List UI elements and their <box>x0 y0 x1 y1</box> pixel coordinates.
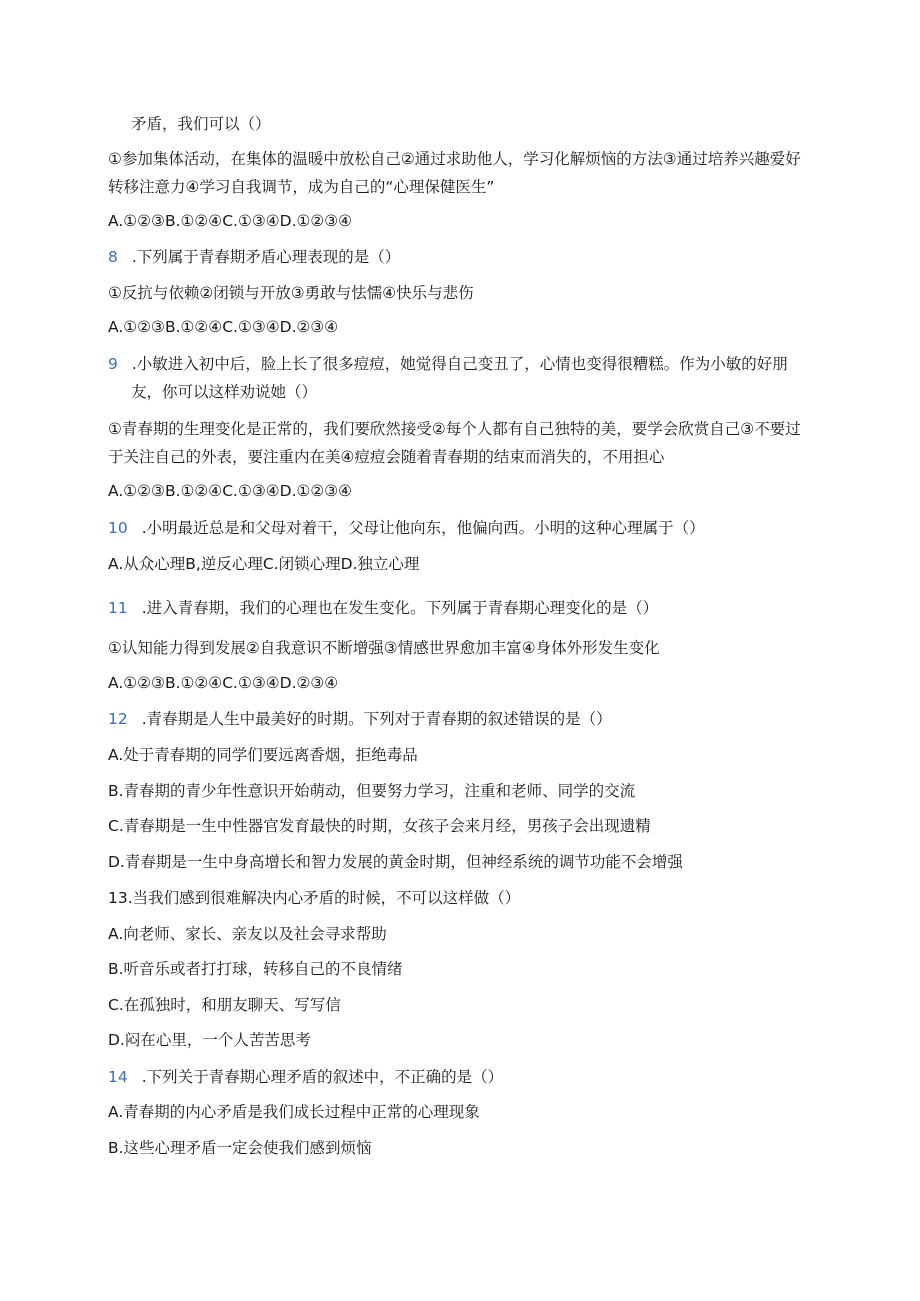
q12-option-b: B.青春期的青少年性意识开始萌动，但要努力学习，注重和老师、同学的交流 <box>108 782 636 800</box>
q12-option-d: D.青春期是一生中身高增长和智力发展的黄金时期，但神经系统的调节功能不会增强 <box>108 853 683 871</box>
q9-question <box>108 353 788 375</box>
q9-stem-line1: .小敏进入初中后，脸上长了很多痘痘，她觉得自己变丑了，心情也变得很糟糕。作为小敏的好朋 <box>131 355 788 373</box>
q8-number: 8 <box>108 248 118 266</box>
q10-stem: .小明最近总是和父母对着干，父母让他向东，他偏向西。小明的这种心理属于（） <box>141 519 705 537</box>
q14-option-a: A.青春期的内心矛盾是我们成长过程中正常的心理现象 <box>108 1103 480 1121</box>
q13-option-d: D.闷在心里，一个人苦苦思考 <box>108 1031 311 1049</box>
q9-options-line1: ①青春期的生理变化是正常的，我们要欣然接受②每个人都有自己独特的美，要学会欣赏自己③不要过 <box>108 420 801 438</box>
q8-answer-choices: A.①②③B.①②④C.①③④D.②③④ <box>108 318 339 336</box>
q12-option-c: C.青春期是一生中性器官发育最快的时期，女孩子会来月经，男孩子会出现遗精 <box>108 817 651 835</box>
q7-stem-continuation: 矛盾，我们可以（） <box>131 115 271 133</box>
q7-options-line1: ①参加集体活动，在集体的温暖中放松自己②通过求助他人，学习化解烦恼的方法③通过培养兴趣爱好 <box>108 150 801 168</box>
q9-options-line2: 于关注自己的外表，要注重内在美④痘痘会随着青春期的结束而消失的，不用担心 <box>108 448 665 466</box>
q9-answer-choices: A.①②③B.①②④C.①③④D.①②③④ <box>108 482 353 500</box>
q13-stem: .当我们感到很难解决内心矛盾的时候，不可以这样做（） <box>127 889 521 907</box>
q13-question <box>108 887 520 909</box>
q14-question <box>108 1066 503 1088</box>
q13-option-b: B.听音乐或者打打球，转移自己的不良情绪 <box>108 960 403 978</box>
q11-question <box>108 597 658 619</box>
q7-options-line2: 转移注意力④学习自我调节，成为自己的“心理保健医生” <box>108 178 495 196</box>
q13-number: 13 <box>108 889 128 907</box>
q10-answer-choices: A.从众心理B,逆反心理C.闭锁心理D.独立心理 <box>108 555 420 573</box>
q11-options: ①认知能力得到发展②自我意识不断增强③情感世界愈加丰富④身体外形发生变化 <box>108 639 660 657</box>
q8-options: ①反抗与依赖②闭锁与开放③勇敢与怯懦④快乐与悲伤 <box>108 284 474 302</box>
q14-number: 14 <box>108 1068 128 1086</box>
q12-question <box>108 708 612 730</box>
q8-question <box>108 246 400 268</box>
q10-number: 10 <box>108 519 128 537</box>
q14-stem: .下列关于青春期心理矛盾的叙述中，不正确的是（） <box>141 1068 504 1086</box>
q12-option-a: A.处于青春期的同学们要远离香烟，拒绝毒品 <box>108 746 418 764</box>
q11-stem: .进入青春期，我们的心理也在发生变化。下列属于青春期心理变化的是（） <box>141 599 659 617</box>
q10-question <box>108 517 705 539</box>
q13-option-a: A.向老师、家长、亲友以及社会寻求帮助 <box>108 925 387 943</box>
q9-number: 9 <box>108 355 118 373</box>
q11-number: 11 <box>108 599 128 617</box>
q9-stem-line2: 友，你可以这样劝说她（） <box>131 383 318 401</box>
q13-option-c: C.在孤独时，和朋友聊天、写写信 <box>108 996 341 1014</box>
q14-option-b: B.这些心理矛盾一定会使我们感到烦恼 <box>108 1139 372 1157</box>
q7-answer-choices: A.①②③B.①②④C.①③④D.①②③④ <box>108 212 353 230</box>
q12-number: 12 <box>108 710 128 728</box>
q12-stem: .青春期是人生中最美好的时期。下列对于青春期的叙述错误的是（） <box>141 710 612 728</box>
q11-answer-choices: A.①②③B.①②④C.①③④D.②③④ <box>108 674 339 692</box>
q8-stem: .下列属于青春期矛盾心理表现的是（） <box>131 248 401 266</box>
